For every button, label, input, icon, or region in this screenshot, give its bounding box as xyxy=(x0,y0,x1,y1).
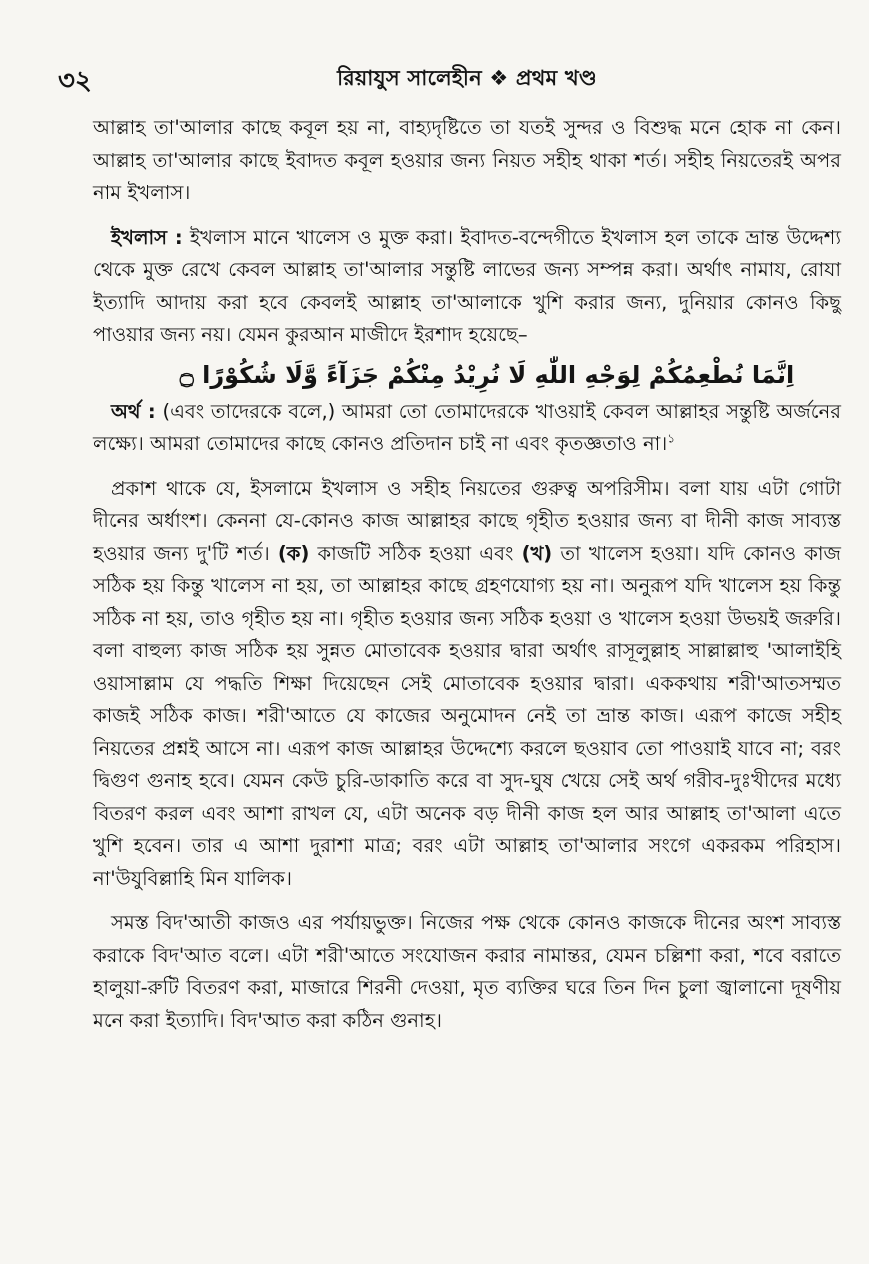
term-meaning: অর্থ : xyxy=(111,399,156,423)
term-ikhlas: ইখলাস : xyxy=(111,225,183,249)
paragraph-text: (এবং তাদেরকে বলে,) আমরা তো তোমাদেরকে খাওয়াই কেবল আল্লাহর সন্তুষ্টি অর্জনের লক্ষ্যে। আমরা তোমাদের কাছে কোনও প্রতিদান চাই না এবং কৃতজ্ঞতাও না। xyxy=(93,399,841,455)
paragraph-text: সমস্ত বিদ'আতী কাজও এর পর্যায়ভুক্ত। নিজের পক্ষ থেকে কোনও কাজকে দীনের অংশ সাব্যস্ত করাকে বিদ'আত বলে। এটা শরী'আতে সংযোজন করার নামান্তর, যেমন চল্লিশা করা, শবে বরাতে হালুয়া-রুটি বিতরণ করা, মাজারে শিরনী দেওয়া, মৃত ব্যক্তির ঘরে তিন দিন চুলা জ্বালানো দূষণীয় মনে করা ইত্যাদি। বিদ'আত করা কঠিন গুনাহ। xyxy=(93,911,841,1032)
footnote-marker: ১ xyxy=(667,431,676,446)
quran-verse: اِنَّمَا نُطْعِمُكُمْ لِوَجْهِ اللّٰهِ لَا نُرِيْدُ مِنْكُمْ جَزَآءً وَّلَا شُكُوْرًا ۝ xyxy=(179,360,795,389)
page-header xyxy=(58,56,841,100)
running-title: রিয়াযুস সালেহীন ❖ প্রথম খণ্ড xyxy=(337,66,597,90)
paragraph-text: ইখলাস মানে খালেস ও মুক্ত করা। ইবাদত-বন্দেগীতে ইখলাস হল তাকে ভ্রান্ত উদ্দেশ্য থেকে মুক্ত রেখে কেবল আল্লাহ তা'আলার সন্তুষ্টি লাভের জন্য সম্পন্ন করা। অর্থাৎ নামায, রোযা ইত্যাদি আদায় করা হবে কেবলই আল্লাহ তা'আলাকে খুশি করার জন্য, দুনিয়ার কোনও কিছু পাওয়ার জন্য নয়। যেমন কুরআন মাজীদে ইরশাদ হয়েছে– xyxy=(93,225,841,346)
paragraph-conditions xyxy=(93,473,841,896)
condition-marker-kha: (খ) xyxy=(521,541,553,565)
page-number: ৩২ xyxy=(58,66,92,96)
paragraph-text: আল্লাহ তা'আলার কাছে কবূল হয় না, বাহ্যদৃষ্টিতে তা যতই সুন্দর ও বিশুদ্ধ মনে হোক না কেন। আল্লাহ তা'আলার কাছে ইবাদত কবূল হওয়ার জন্য নিয়ত সহীহ থাকা শর্ত। সহীহ নিয়তেরই অপর নাম ইখলাস। xyxy=(93,116,841,204)
paragraph-continuation xyxy=(93,112,841,210)
paragraph-ikhlas xyxy=(93,222,841,352)
paragraph-bidat xyxy=(93,907,841,1037)
paragraph-text: কাজটি সঠিক হওয়া এবং xyxy=(309,541,522,565)
paragraph-text: প্রকাশ থাকে যে, ইসলামে ইখলাস ও সহীহ নিয়তের গুরুত্ব অপরিসীম। বলা যায় এটা গোটা দীনের অর্ধাংশ। কেননা যে-কোনও কাজ আল্লাহর কাছে গৃহীত হওয়ার জন্য বা দীনী কাজ সাব্যস্ত হওয়ার জন্য দু'টি শর্ত। xyxy=(93,476,841,565)
condition-marker-ka: (ক) xyxy=(277,541,310,565)
paragraph-text: তা খালেস হওয়া। যদি কোনও কাজ সঠিক হয় কিন্তু খালেস না হয়, তা আল্লাহর কাছে গ্রহণযোগ্য হয় না। অনুরূপ যদি খালেস হয় কিন্তু সঠিক না হয়, তাও গৃহীত হয় না। গৃহীত হওয়ার জন্য সঠিক হওয়া ও খালেস হওয়া উভয়ই জরুরি। বলা বাহুল্য কাজ সঠিক হয় সুন্নত মোতাবেক হওয়ার দ্বারা অর্থাৎ রাসূলুল্লাহ সাল্লাল্লাহু 'আলাইহি ওয়াসাল্লাম যে পদ্ধতি শিক্ষা দিয়েছেন সেই মোতাবেক হওয়ার দ্বারা। এককথায় শরী'আতসম্মত কাজই সঠিক কাজ। শরী'আতে যে কাজের অনুমোদন নেই তা ভ্রান্ত কাজ। এরূপ কাজে সহীহ নিয়তের প্রশ্নই আসে না। এরূপ কাজ আল্লাহর উদ্দেশ্যে করলে ছওয়াব তো পাওয়াই যাবে না; বরং দ্বিগুণ গুনাহ হবে। যেমন কেউ চুরি-ডাকাতি করে বা সুদ-ঘুষ খেয়ে সেই অর্থ গরীব-দুঃখীদের মধ্যে বিতরণ করল এবং আশা রাখল যে, এটা অনেক বড় দীনী কাজ হল আর আল্লাহ তা'আলা এতে খুশি হবেন। তার এ আশা দুরাশা মাত্র; বরং এটা আল্লাহ তা'আলার সংগে একরকম পরিহাস। না'উযুবিল্লাহি মিন যালিক। xyxy=(93,541,841,890)
paragraph-meaning xyxy=(93,396,841,461)
